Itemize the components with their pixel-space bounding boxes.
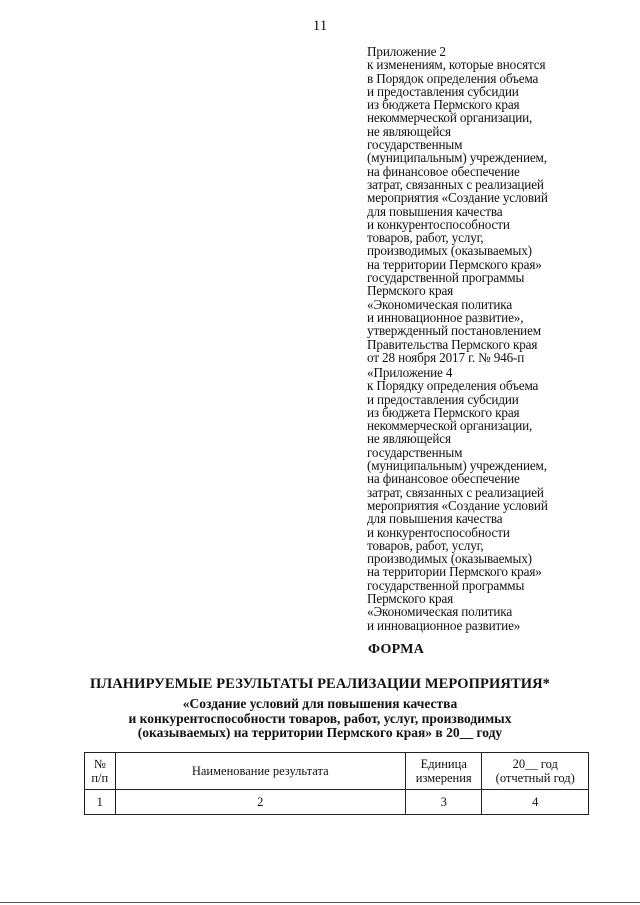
text-line: и конкурентоспособности	[367, 524, 510, 540]
text-line: некоммерческой организации,	[367, 110, 533, 126]
text-line: к Порядку определения объема	[367, 378, 539, 394]
text-line: производимых (оказываемых)	[367, 243, 532, 259]
header-year-line1: 20__ год	[512, 757, 558, 771]
text-line: «Экономическая политика	[367, 604, 513, 620]
text-line: затрат, связанных с реализацией	[367, 176, 544, 192]
text-line: государственной программы	[367, 577, 525, 593]
text-line: (оказываемых) на территории Пермского края» в 20__ году	[137, 725, 503, 740]
text-line: Правительства Пермского края	[367, 336, 538, 352]
text-line: затрат, связанных с реализацией	[367, 484, 544, 500]
document-title: ПЛАНИРУЕМЫЕ РЕЗУЛЬТАТЫ РЕАЛИЗАЦИИ МЕРОПРИЯТИЯ*	[89, 676, 551, 692]
text-line: «Создание условий для повышения качества	[182, 696, 458, 711]
text-line: не являющейся	[367, 123, 451, 139]
results-table	[84, 752, 589, 815]
page-bottom-rule	[0, 902, 640, 903]
appendix-2-header	[367, 45, 617, 364]
text-line: государственным	[367, 444, 463, 460]
document-subtitle	[0, 697, 640, 741]
text-line: «Экономическая политика	[367, 296, 513, 312]
text-line: утвержденный постановлением	[367, 323, 541, 339]
header-result-name: Наименование результата	[115, 753, 405, 790]
text-line: и предоставления субсидии	[367, 83, 519, 99]
appendix-4-header	[367, 366, 617, 632]
text-line: и конкурентоспособности	[367, 216, 510, 232]
text-line: и инновационное развитие»	[367, 617, 521, 633]
text-line: государственной программы	[367, 270, 525, 286]
text-line: и инновационное развитие»,	[367, 309, 524, 325]
text-line: на территории Пермского края»	[367, 256, 542, 272]
text-line: не являющейся	[367, 431, 451, 447]
table-header-row	[85, 753, 589, 790]
text-line: производимых (оказываемых)	[367, 551, 532, 567]
text-line: из бюджета Пермского края	[367, 97, 520, 113]
header-year-line2: (отчетный год)	[495, 771, 575, 785]
header-unit-line2: измерения	[415, 771, 472, 785]
text-line: на финансовое обеспечение	[367, 471, 520, 487]
column-number-1: 1	[85, 790, 116, 815]
text-line: от 28 ноября 2017 г. № 946-п	[367, 349, 525, 365]
text-line: «Приложение 4	[367, 365, 453, 380]
text-line: к изменениям, которые вносятся	[367, 57, 546, 73]
text-line: Пермского края	[367, 591, 454, 607]
text-line: некоммерческой организации,	[367, 418, 533, 434]
text-line: Пермского края	[367, 283, 454, 299]
header-unit	[405, 753, 482, 790]
header-year	[482, 753, 589, 790]
text-line: (муниципальным) учреждением,	[367, 458, 547, 474]
text-line: Приложение 2	[367, 44, 446, 59]
text-line: на финансовое обеспечение	[367, 163, 520, 179]
text-line: из бюджета Пермского края	[367, 404, 520, 420]
header-unit-line1: Единица	[420, 757, 467, 771]
text-line: для повышения качества	[367, 511, 503, 527]
text-line: (муниципальным) учреждением,	[367, 150, 547, 166]
table-numbering-row	[85, 790, 589, 815]
column-number-4: 4	[482, 790, 589, 815]
page-number: 11	[312, 18, 328, 34]
header-number	[85, 753, 116, 790]
text-line: в Порядок определения объема	[367, 70, 539, 86]
text-line: и предоставления субсидии	[367, 391, 519, 407]
text-line: на территории Пермского края»	[367, 564, 542, 580]
text-line: товаров, работ, услуг,	[367, 230, 484, 246]
text-line: мероприятия «Создание условий	[367, 497, 548, 513]
header-number-line1: №	[93, 757, 106, 771]
text-line: государственным	[367, 137, 463, 153]
text-line: и конкурентоспособности товаров, работ, услуг, производимых	[128, 710, 512, 726]
column-number-2: 2	[115, 790, 405, 815]
text-line: товаров, работ, услуг,	[367, 537, 484, 553]
header-number-line2: п/п	[91, 771, 109, 785]
column-number-3: 3	[405, 790, 482, 815]
text-line: для повышения качества	[367, 203, 503, 219]
text-line: мероприятия «Создание условий	[367, 190, 548, 206]
form-label: ФОРМА	[368, 642, 425, 657]
